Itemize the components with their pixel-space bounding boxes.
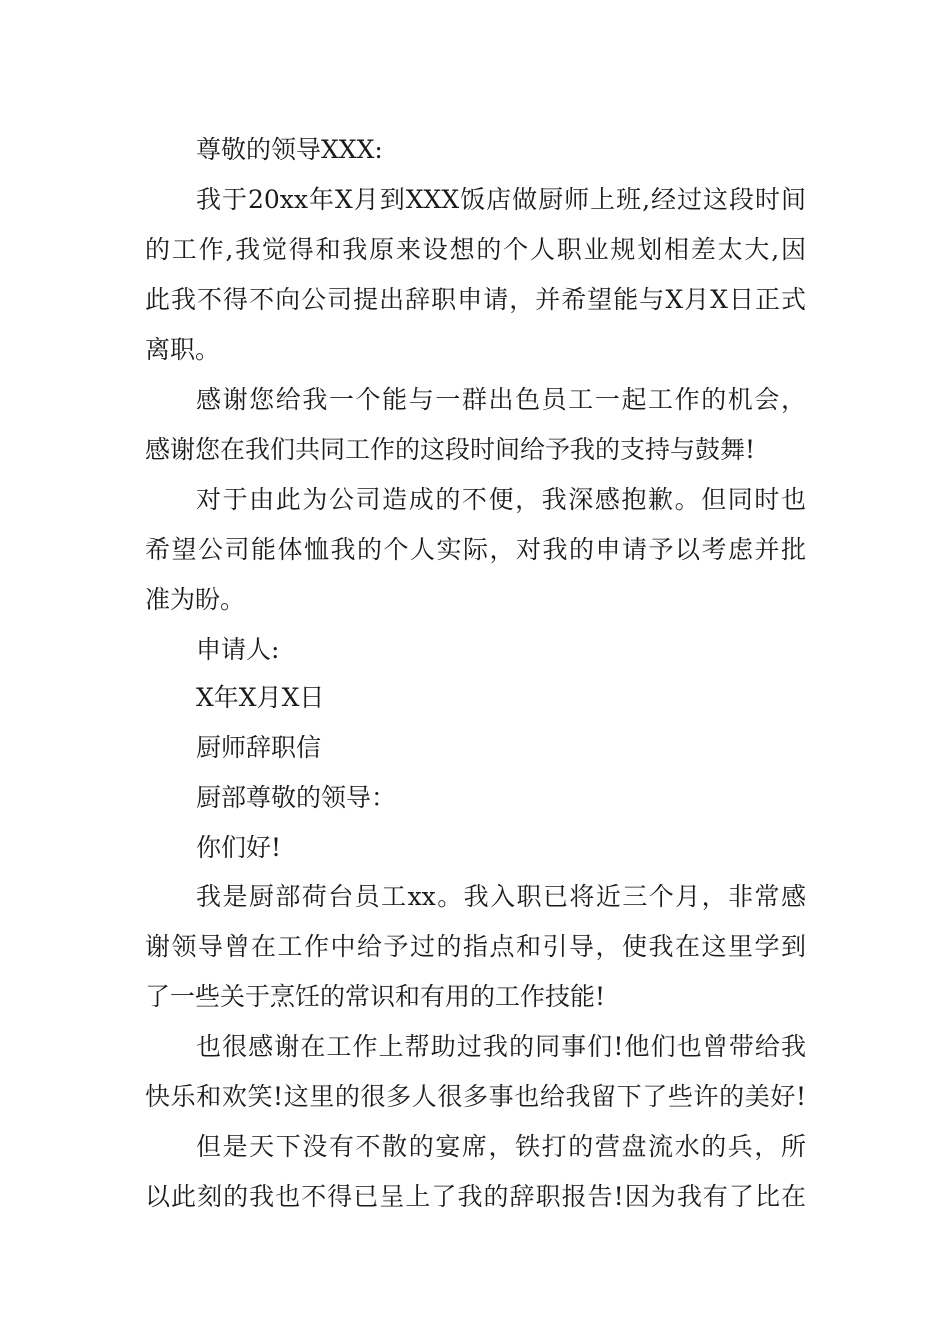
paragraph-line: 准为盼。 [145,585,246,614]
letter-greeting: 厨部尊敬的领导： [196,783,397,812]
paragraph-line: 此我不得不向公司提出辞职申请，并希望能与X月X日正式 [145,285,806,314]
paragraph-line: 希望公司能体恤我的个人实际，对我的申请予以考虑并批 [145,535,806,564]
paragraph-line: 我于20xx年X月到XXX饭店做厨师上班,经过这段时间 [196,185,806,214]
paragraph-line: 感谢您给我一个能与一群出色员工一起工作的机会， [196,385,806,414]
paragraph-line: 谢领导曾在工作中给予过的指点和引导，使我在这里学到 [145,932,806,961]
paragraph-line: 的工作,我觉得和我原来设想的个人职业规划相差太大,因 [145,235,806,264]
paragraph-line: 快乐和欢笑!这里的很多人很多事也给我留下了些许的美好! [145,1082,806,1111]
applicant-label: 申请人: [196,635,280,664]
letter-title: 厨师辞职信 [196,733,322,762]
paragraph-line: 感谢您在我们共同工作的这段时间给予我的支持与鼓舞! [145,435,756,464]
letter-date: X年X月X日 [196,683,325,712]
paragraph-line: 离职。 [145,335,221,364]
paragraph-line: 对于由此为公司造成的不便，我深感抱歉。但同时也 [196,485,806,514]
paragraph-line: 也很感谢在工作上帮助过我的同事们!他们也曾带给我 [196,1032,806,1061]
letter-greeting: 尊敬的领导XXX: [196,135,383,164]
paragraph-line: 了一些关于烹饪的常识和有用的工作技能! [145,982,606,1011]
paragraph-line: 以此刻的我也不得已呈上了我的辞职报告!因为我有了比在 [145,1182,806,1211]
paragraph-line: 但是天下没有不散的宴席，铁打的营盘流水的兵，所 [196,1132,806,1161]
paragraph-line: 我是厨部荷台员工xx。我入职已将近三个月，非常感 [196,882,806,911]
letter-salutation: 你们好! [196,833,282,862]
